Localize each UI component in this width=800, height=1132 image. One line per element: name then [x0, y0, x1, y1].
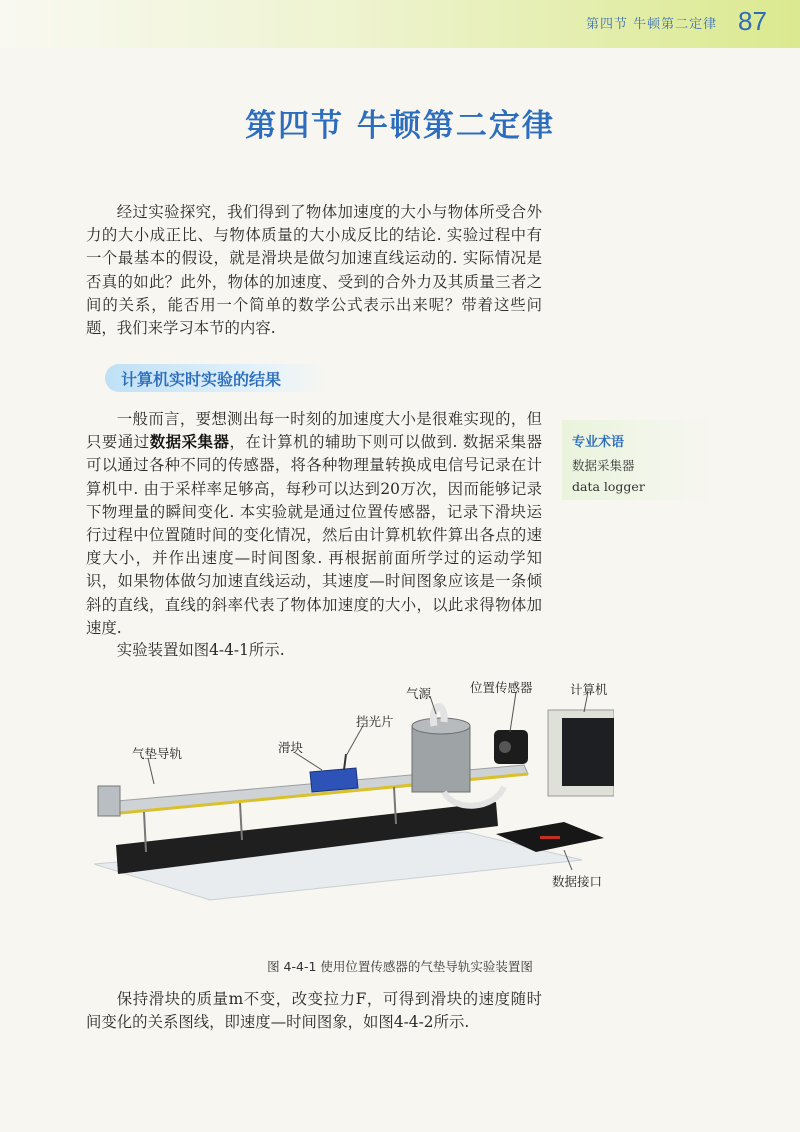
- data-interface-light: [540, 836, 560, 839]
- intro-paragraph: 经过实验探究，我们得到了物体加速度的大小与物体所受合外力的大小成正比、与物体质量的大小成反比的结论. 实验过程中有一个最基本的假设，就是滑块是做匀加速直线运动的. 实际情况是否真的如此？此外，物体的加速度、受到的合外力及其质量三者之间的关系，能否用一个简单的数学公式表示出来呢？带着这些问题，我们来学习本节的内容.: [86, 203, 542, 338]
- glossary-term-cn: 数据采集器: [572, 458, 635, 473]
- air-source-body: [412, 726, 470, 792]
- glossary-title: 专业术语: [572, 435, 625, 450]
- apparatus-illustration: [94, 662, 614, 902]
- closing-paragraph: 保持滑块的质量m不变，改变拉力F，可得到滑块的速度随时间变化的关系图线，即速度—时间图象，如图4-4-2所示.: [86, 990, 542, 1032]
- bold-term: 数据采集器: [149, 433, 230, 452]
- sensor-lens: [499, 741, 511, 753]
- body-text-part2: ，在计算机的辅助下则可以做到. 数据采集器可以通过各种不同的传感器，将各种物理量转换成电信号记录在计算机中. 由于采样率足够高，每秒可以达到20万次，因而能够记录下物理量的瞬间变化. 本实验就是通过位置传感器，记录下滑块运行过程中位置随时间的变化情况，然后由计算机软件算出各点的速度大小，并作出速度—时间图象. 再根据前面所学过的运动学知识，如果物体做匀加速直线运动，其速度—时间图象应该是一条倾斜的直线，直线的斜率代表了物体加速度的大小，以此求得物体加速度.: [86, 433, 542, 637]
- apparatus-line: 实验装置如图4-4-1所示.: [116, 641, 285, 659]
- running-head: 第四节 牛顿第二定律: [586, 17, 718, 32]
- page-title: 第四节 牛顿第二定律: [245, 108, 555, 144]
- slider-block: [310, 768, 358, 792]
- light-blocker-flag: [344, 754, 346, 770]
- label-position-sensor: 位置传感器: [470, 680, 533, 695]
- body-paragraph: [86, 408, 542, 640]
- label-air-track: 气垫导轨: [132, 746, 183, 761]
- label-data-port: 数据接口: [552, 874, 603, 889]
- label-light-blocker: 挡光片: [356, 714, 394, 729]
- page-number: 87: [738, 6, 767, 36]
- body-text-part1: 一般而言，要想测出每一时刻的加速度大小是很难实现的，但只要通过: [86, 410, 542, 452]
- figure-caption: 图 4-4-1 使用位置传感器的气垫导轨实验装置图: [267, 959, 533, 974]
- glossary-term-en: data logger: [572, 479, 645, 494]
- label-air-source: 气源: [406, 686, 432, 701]
- section-heading: 计算机实时实验的结果: [121, 370, 282, 389]
- label-slider: 滑块: [278, 740, 304, 755]
- apparatus-figure: [94, 662, 614, 902]
- label-computer: 计算机: [570, 682, 608, 697]
- callout-position-sensor: [510, 692, 516, 732]
- track-end-bracket: [98, 786, 120, 816]
- computer-screen: [562, 718, 614, 786]
